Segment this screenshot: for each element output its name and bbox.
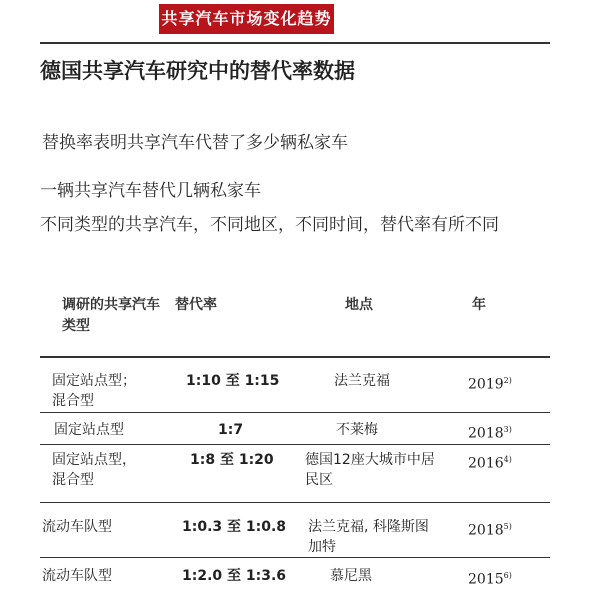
- table-row-4-location: 法兰克福, 科隆斯图加特: [308, 519, 429, 555]
- page-title: 德国共享汽车研究中的替代率数据: [40, 59, 355, 83]
- table-header-rule: [40, 356, 550, 358]
- table-row-4-type: 流动车队型: [42, 519, 112, 535]
- table-row-3-location: 德国12座大城市中居民区: [305, 452, 435, 488]
- table-row-2-location: 不莱梅: [336, 422, 378, 438]
- table-row-2-ratio: 1:7: [218, 422, 244, 438]
- row-divider: [40, 444, 550, 445]
- table-row-1-type: 固定站点型；混合型: [52, 373, 136, 409]
- table-row-5-ratio: 1:2.0 至 1:3.6: [182, 568, 287, 584]
- table-row-1-ratio: 1:10 至 1:15: [186, 373, 280, 389]
- column-header-location: 地点: [345, 297, 373, 313]
- row-divider: [40, 412, 550, 413]
- column-header-type: 调研的共享汽车类型: [62, 297, 160, 334]
- column-header-ratio: 替代率: [175, 297, 217, 313]
- paragraph-2: 一辆共享汽车替代几辆私家车: [40, 181, 261, 201]
- table-row-5-type: 流动车队型: [42, 568, 112, 584]
- table-row-5-year: 2015$^{6)}$: [468, 571, 512, 588]
- table-row-2-year: 2018$^{3)}$: [468, 425, 512, 442]
- top-divider: [40, 42, 550, 44]
- row-divider: [40, 502, 550, 503]
- table-row-3-year: 2016$^{4)}$: [468, 455, 512, 472]
- table-row-2-type: 固定站点型: [54, 422, 124, 438]
- paragraph-3: 不同类型的共享汽车，不同地区，不同时间，替代率有所不同: [40, 215, 499, 235]
- table-row-5-location: 慕尼黑: [330, 568, 372, 584]
- paragraph-1: 替换率表明共享汽车代替了多少辆私家车: [42, 133, 348, 153]
- section-banner: 共享汽车市场变化趋势: [159, 4, 334, 34]
- table-row-1-location: 法兰克福: [334, 373, 390, 389]
- table-row-4-ratio: 1:0.3 至 1:0.8: [182, 519, 287, 535]
- column-header-year: 年: [472, 297, 486, 313]
- table-row-1-year: 2019$^{2)}$: [468, 376, 512, 393]
- table-row-3-type: 固定站点型，混合型: [52, 452, 136, 488]
- table-row-3-ratio: 1:8 至 1:20: [190, 452, 274, 468]
- table-row-4-year: 2018$^{5)}$: [468, 522, 512, 539]
- row-divider: [40, 557, 550, 558]
